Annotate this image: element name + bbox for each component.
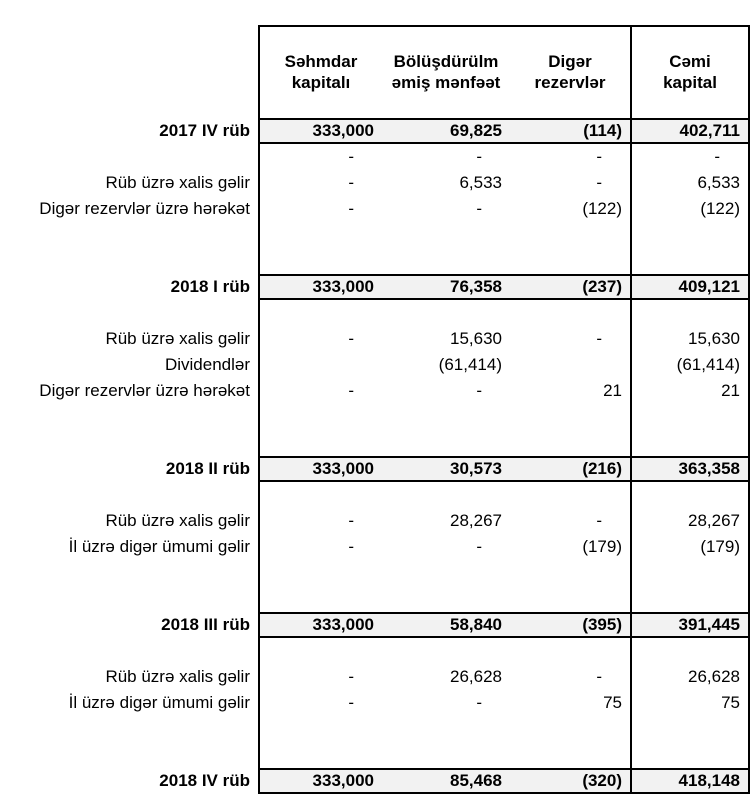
value-cell [258, 430, 382, 456]
value-cell [510, 638, 630, 664]
value-cell [258, 248, 382, 274]
row-label-total: 2018 III rüb [161, 615, 250, 634]
total-value-cell: 418,148 [630, 768, 750, 794]
value-cell [630, 404, 750, 430]
value-cell [382, 716, 510, 742]
value-cell [258, 586, 382, 612]
value-cell: 6,533 [630, 170, 750, 196]
value-cell: - [258, 508, 382, 534]
value-cell [510, 586, 630, 612]
value-cell: - [258, 534, 382, 560]
total-value-cell: 409,121 [630, 274, 750, 300]
value-cell: - [596, 511, 602, 530]
row-label-empty [0, 430, 258, 456]
value-cell [630, 222, 750, 248]
value-cell: 15,630 [450, 329, 502, 348]
total-value-cell: 85,468 [382, 768, 510, 794]
value-cell [258, 300, 382, 326]
total-value-cell: 76,358 [382, 274, 510, 300]
value-cell [258, 638, 382, 664]
total-value-cell: 30,573 [382, 456, 510, 482]
value-cell: 26,628 [630, 664, 750, 690]
total-value-cell: (216) [510, 456, 630, 482]
value-cell [510, 560, 630, 586]
row-label-empty [0, 586, 258, 612]
value-cell [382, 586, 510, 612]
value-cell: - [258, 326, 382, 352]
value-cell: - [258, 664, 382, 690]
equity-table [0, 25, 750, 794]
row-label-empty [0, 248, 258, 274]
row-label: Digər rezervlər üzrə hərəkət [39, 199, 250, 218]
value-cell [510, 482, 630, 508]
total-value-cell: 363,358 [630, 456, 750, 482]
col-header-other-reserves: Digər rezervlər [510, 25, 630, 118]
value-cell [510, 222, 630, 248]
value-cell [382, 222, 510, 248]
value-cell [510, 352, 630, 378]
value-cell [258, 482, 382, 508]
value-cell [510, 300, 630, 326]
value-cell [510, 248, 630, 274]
value-cell: - [596, 147, 602, 166]
value-cell [258, 352, 382, 378]
row-label-total: 2018 II rüb [165, 459, 250, 478]
row-label-empty [0, 404, 258, 430]
value-cell: - [476, 147, 482, 166]
value-cell [258, 716, 382, 742]
value-cell: 28,267 [630, 508, 750, 534]
row-label-total: 2018 IV rüb [159, 771, 250, 790]
total-value-cell: 333,000 [258, 118, 382, 144]
value-cell [382, 404, 510, 430]
value-cell [630, 248, 750, 274]
total-value-cell: (114) [510, 118, 630, 144]
value-cell [382, 248, 510, 274]
row-label-empty [0, 144, 258, 170]
total-value-cell: (395) [510, 612, 630, 638]
total-value-cell: 69,825 [382, 118, 510, 144]
value-cell [510, 404, 630, 430]
value-cell [510, 430, 630, 456]
row-label: Rüb üzrə xalis gəlir [105, 667, 250, 686]
value-cell [630, 430, 750, 456]
value-cell [258, 222, 382, 248]
value-cell: 75 [630, 690, 750, 716]
row-label-empty [0, 482, 258, 508]
value-cell: (61,414) [438, 355, 502, 374]
value-cell [510, 716, 630, 742]
row-label: Rüb üzrə xalis gəlir [105, 173, 250, 192]
value-cell: - [476, 199, 482, 218]
row-label-empty [0, 638, 258, 664]
total-value-cell: 333,000 [258, 612, 382, 638]
header-corner [0, 25, 258, 118]
value-cell: - [258, 690, 382, 716]
value-cell [630, 716, 750, 742]
value-cell: (122) [582, 199, 622, 218]
value-cell [258, 404, 382, 430]
value-cell [630, 742, 750, 768]
value-cell [630, 300, 750, 326]
total-value-cell: 402,711 [630, 118, 750, 144]
value-cell: 6,533 [459, 173, 502, 192]
total-value-cell: 333,000 [258, 274, 382, 300]
value-cell: 26,628 [450, 667, 502, 686]
value-cell: - [476, 381, 482, 400]
value-cell [258, 742, 382, 768]
value-cell [630, 586, 750, 612]
row-label: Digər rezervlər üzrə hərəkət [39, 381, 250, 400]
value-cell [630, 638, 750, 664]
row-label: İl üzrə digər ümumi gəlir [68, 537, 250, 556]
value-cell: 28,267 [450, 511, 502, 530]
value-cell [630, 482, 750, 508]
value-cell: - [476, 693, 482, 712]
value-cell [382, 638, 510, 664]
value-cell [258, 560, 382, 586]
value-cell [382, 300, 510, 326]
row-label-empty [0, 716, 258, 742]
value-cell [382, 430, 510, 456]
value-cell: (61,414) [630, 352, 750, 378]
col-header-share-capital: Səhmdar kapitalı [258, 25, 382, 118]
value-cell: - [476, 537, 482, 556]
row-label-empty [0, 222, 258, 248]
value-cell: - [630, 144, 750, 170]
row-label: Rüb üzrə xalis gəlir [105, 511, 250, 530]
value-cell: 21 [603, 381, 622, 400]
total-value-cell: 391,445 [630, 612, 750, 638]
value-cell: - [596, 329, 602, 348]
value-cell [630, 560, 750, 586]
value-cell: - [258, 144, 382, 170]
total-value-cell: (320) [510, 768, 630, 794]
row-label-empty [0, 560, 258, 586]
row-label-total: 2017 IV rüb [159, 121, 250, 140]
row-label: Rüb üzrə xalis gəlir [105, 329, 250, 348]
value-cell [382, 560, 510, 586]
value-cell: (179) [582, 537, 622, 556]
value-cell: - [258, 196, 382, 222]
value-cell: (179) [630, 534, 750, 560]
value-cell: - [596, 667, 602, 686]
row-label-empty [0, 742, 258, 768]
value-cell [382, 742, 510, 768]
value-cell [510, 742, 630, 768]
value-cell: - [596, 173, 602, 192]
value-cell: 21 [630, 378, 750, 404]
value-cell: - [258, 170, 382, 196]
total-value-cell: 333,000 [258, 456, 382, 482]
value-cell: - [258, 378, 382, 404]
total-value-cell: 58,840 [382, 612, 510, 638]
value-cell [382, 482, 510, 508]
value-cell: (122) [630, 196, 750, 222]
row-label: İl üzrə digər ümumi gəlir [68, 693, 250, 712]
total-value-cell: (237) [510, 274, 630, 300]
value-cell: 15,630 [630, 326, 750, 352]
col-header-total-capital: Cəmi kapital [630, 25, 750, 118]
row-label-empty [0, 300, 258, 326]
row-label: Dividendlər [164, 355, 250, 374]
row-label-total: 2018 I rüb [170, 277, 250, 296]
value-cell: 75 [603, 693, 622, 712]
col-header-retained-earnings: Bölüşdürülməmiş mənfəət [382, 25, 510, 118]
total-value-cell: 333,000 [258, 768, 382, 794]
